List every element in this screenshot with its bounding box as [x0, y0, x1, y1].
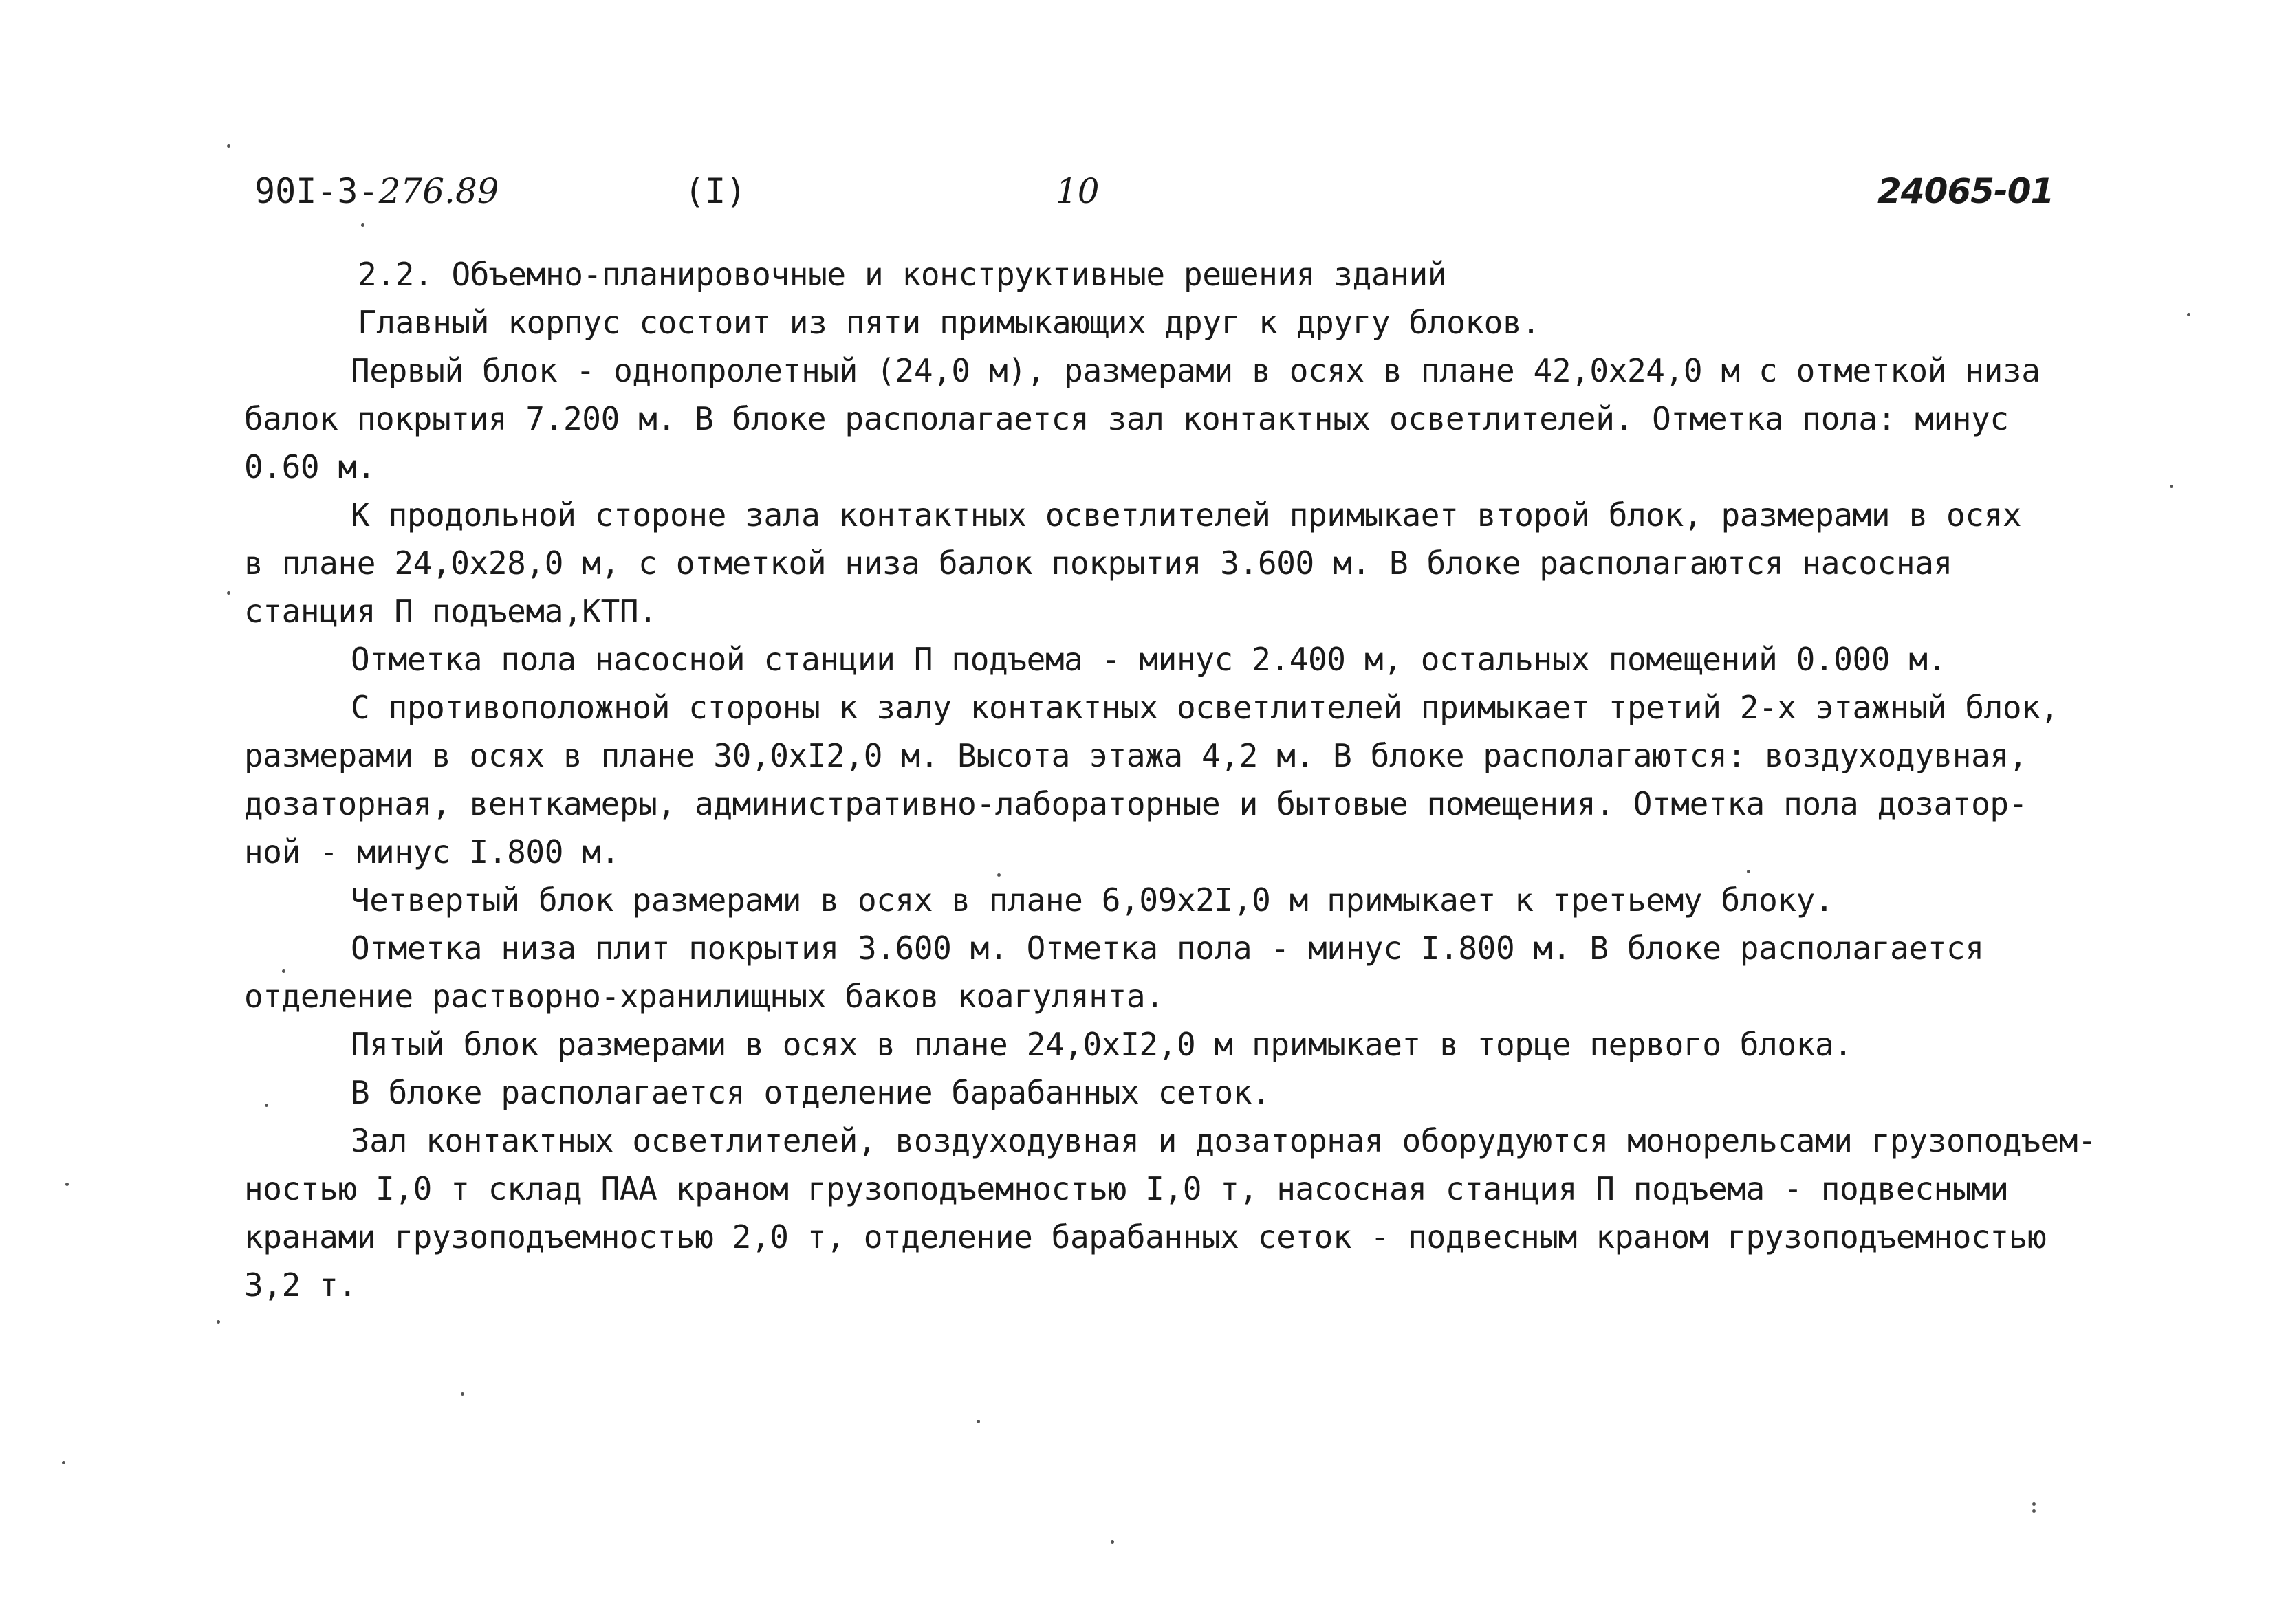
paragraph-line: Четвертый блок размерами в осях в плане 6,09х2I,0 м примыкает к третьему блоку. — [351, 881, 1834, 919]
paragraph-line: Отметка низа плит покрытия 3.600 м. Отметка пола - минус I.800 м. В блоке располагается — [351, 930, 1984, 967]
paragraph-line: отделение растворно-хранилищных баков коагулянта. — [244, 978, 1164, 1015]
paragraph-line: дозаторная, венткамеры, административно-лабораторные и бытовые помещения. Отметка пола дозатор- — [244, 785, 2027, 822]
paragraph-line: балок покрытия 7.200 м. В блоке располагается зал контактных осветлителей. Отметка пола: минус — [244, 400, 2009, 437]
paragraph-line: Первый блок - однопролетный (24,0 м), размерами в осях в плане 42,0х24,0 м с отметкой низа — [351, 352, 2040, 389]
scan-speck — [1747, 870, 1750, 873]
scan-speck — [265, 1104, 268, 1107]
paragraph-line: С противоположной стороны к залу контактных осветлителей примыкает третий 2-х этажный блок, — [351, 689, 2059, 726]
paragraph-line: размерами в осях в плане 30,0хI2,0 м. Высота этажа 4,2 м. В блоке располагаются: воздуходувная, — [244, 737, 2027, 774]
scan-speck — [461, 1392, 464, 1396]
scan-speck — [2187, 313, 2190, 316]
paragraph-line: Пятый блок размерами в осях в плане 24,0хI2,0 м примыкает в торце первого блока. — [351, 1026, 1853, 1063]
scan-speck — [1111, 1540, 1114, 1544]
scan-speck — [227, 591, 230, 595]
paragraph-line: кранами грузоподъемностью 2,0 т, отделение барабанных сеток - подвесным краном грузоподъемностью — [244, 1218, 2047, 1255]
scan-speck — [2032, 1502, 2036, 1506]
scan-speck — [997, 873, 1001, 877]
section-heading: 2.2. Объемно-планировочные и конструктивные решения зданий — [358, 256, 1447, 293]
scan-speck — [361, 223, 364, 227]
scan-speck — [65, 1183, 69, 1186]
part-number: (I) — [684, 171, 747, 211]
paragraph-line: Главный корпус состоит из пяти примыкающих друг к другу блоков. — [358, 304, 1541, 341]
scan-speck — [2170, 485, 2173, 488]
scan-speck — [2032, 1509, 2036, 1513]
paragraph-line: К продольной стороне зала контактных осветлителей примыкает второй блок, размерами в осях — [351, 496, 2022, 534]
paragraph-line: 0.60 м. — [244, 448, 376, 485]
document-body — [244, 250, 2156, 1309]
paragraph-line: ной - минус I.800 м. — [244, 833, 620, 870]
scan-speck — [977, 1420, 980, 1423]
paragraph-line: 3,2 т. — [244, 1266, 357, 1304]
inventory-number: 24065-01 — [1877, 171, 2054, 211]
paragraph-line: ностью I,0 т склад ПАА краном грузоподъемностью I,0 т, насосная станция П подъема - подвесными — [244, 1170, 2009, 1207]
scan-speck — [62, 1461, 65, 1464]
designation-prefix: 90I-3- — [254, 171, 379, 211]
designation-handwritten: 276.89 — [378, 171, 499, 211]
project-designation — [254, 169, 499, 213]
scan-speck — [282, 969, 285, 973]
page-number: 10 — [1056, 171, 1100, 211]
paragraph-line: Отметка пола насосной станции П подъема - минус 2.400 м, остальных помещений 0.000 м. — [351, 641, 1947, 678]
scan-speck — [227, 144, 230, 148]
paragraph-line: в плане 24,0х28,0 м, с отметкой низа балок покрытия 3.600 м. В блоке располагаются насосная — [244, 545, 1952, 582]
scan-speck — [217, 1320, 220, 1324]
paragraph-line: В блоке располагается отделение барабанных сеток. — [351, 1074, 1271, 1111]
paragraph-line: станция П подъема,КТП. — [244, 593, 657, 630]
paragraph-line: Зал контактных осветлителей, воздуходувная и дозаторная оборудуются монорельсами грузоподъем- — [351, 1122, 2097, 1159]
